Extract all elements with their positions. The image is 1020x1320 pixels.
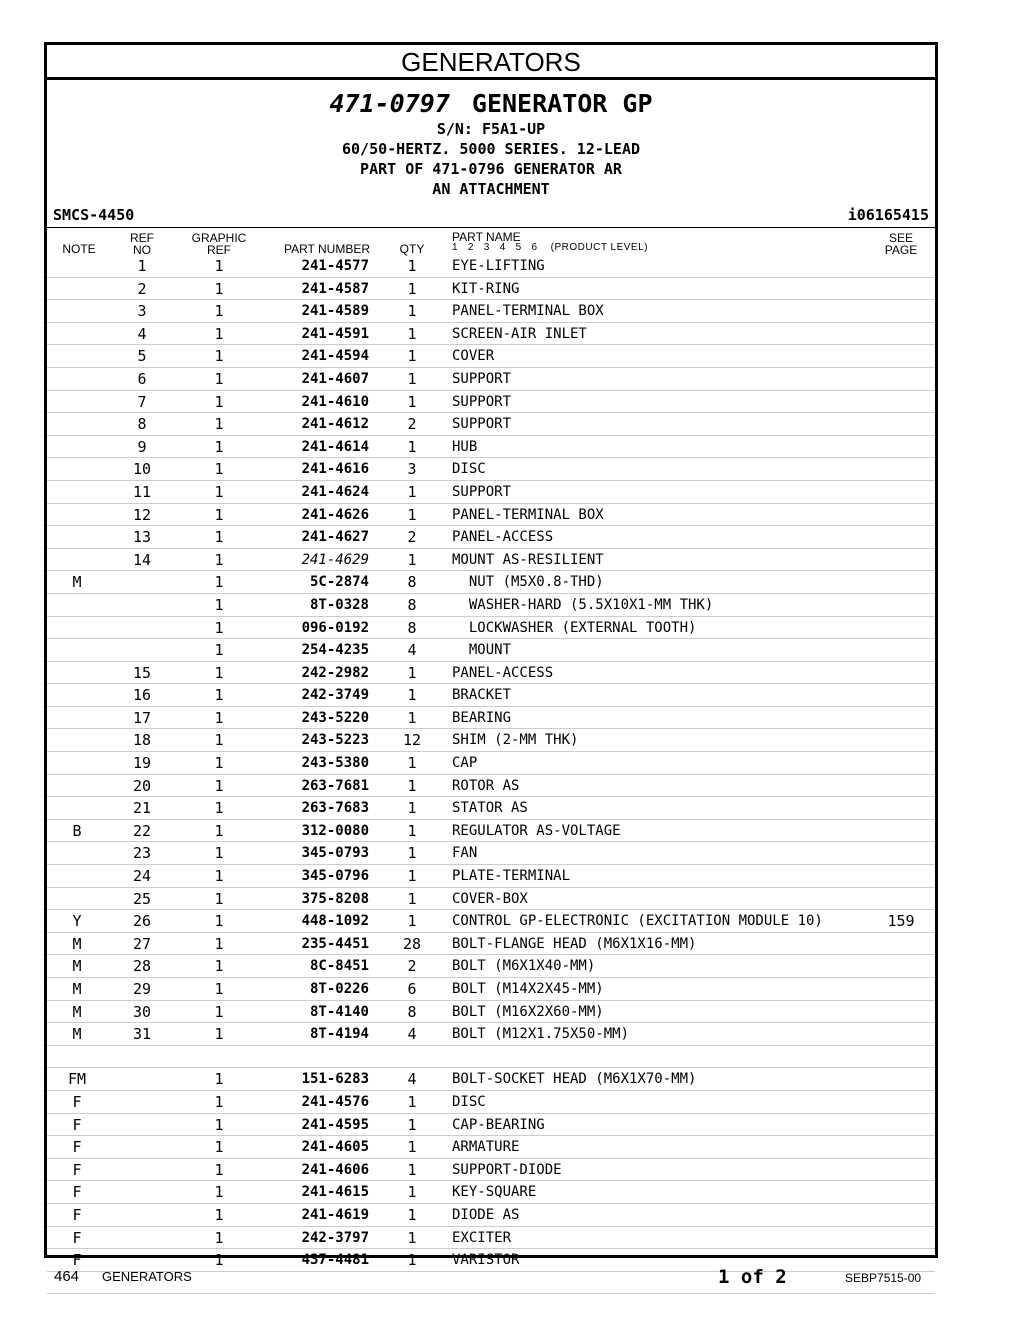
part-name-cell: KEY-SQUARE — [452, 1184, 537, 1201]
illustration-id: i06165415 — [847, 206, 929, 224]
graphic-ref-cell: 1 — [214, 663, 224, 682]
part-name-cell: BEARING — [452, 709, 512, 726]
part-name-cell: BRACKET — [452, 687, 512, 704]
qty-cell: 1 — [407, 1183, 417, 1202]
part-number-cell: 241-4589 — [301, 303, 369, 320]
part-name-cell: BOLT-SOCKET HEAD (M6X1X70-MM) — [452, 1071, 697, 1088]
footer-doc-id: SEBP7515-00 — [845, 1271, 922, 1285]
ref-no-cell: 14 — [132, 550, 152, 569]
ref-no-cell: 8 — [137, 415, 147, 434]
qty-cell: 2 — [407, 957, 417, 976]
part-name-cell: DIODE AS — [452, 1206, 520, 1223]
qty-cell: 1 — [407, 550, 417, 569]
part-number-cell: 345-0793 — [301, 845, 369, 862]
ref-no-cell: 1 — [137, 257, 147, 275]
part-name-cell: SHIM (2-MM THK) — [452, 732, 579, 749]
qty-cell: 1 — [407, 1092, 417, 1111]
graphic-ref-cell: 1 — [214, 957, 224, 976]
table-row — [47, 458, 935, 481]
table-row — [47, 752, 935, 775]
ref-no-cell: 6 — [137, 369, 147, 388]
qty-cell: 6 — [407, 980, 417, 998]
table-row — [47, 639, 935, 662]
qty-cell: 1 — [407, 1138, 417, 1157]
part-number-cell: 8T-0328 — [309, 596, 369, 613]
part-number-cell: 241-4626 — [301, 506, 369, 523]
ref-no-cell: 23 — [132, 844, 152, 863]
qty-cell: 3 — [407, 460, 417, 479]
part-number-cell: 437-4481 — [301, 1252, 369, 1269]
table-row — [47, 842, 935, 865]
part-number-cell: 241-4594 — [301, 348, 369, 365]
table-row — [47, 481, 935, 504]
ref-no-cell: 11 — [132, 482, 152, 501]
graphic-ref-cell: 1 — [214, 1115, 224, 1134]
part-name-cell: DISC — [452, 461, 486, 478]
note-cell: M — [72, 1002, 82, 1021]
table-row — [47, 1001, 935, 1024]
table-row — [47, 1068, 935, 1091]
table-row — [47, 910, 935, 933]
table-row — [47, 526, 935, 549]
qty-cell: 1 — [407, 482, 417, 501]
group-name: GENERATOR GP — [471, 89, 653, 118]
table-row — [47, 1204, 935, 1227]
qty-cell: 1 — [407, 392, 417, 411]
table-row — [47, 368, 935, 391]
graphic-ref-cell: 1 — [214, 279, 224, 298]
qty-cell: 1 — [407, 347, 417, 366]
description-line-3: AN ATTACHMENT — [432, 180, 550, 198]
table-row — [47, 594, 935, 617]
part-number-cell: 241-4612 — [301, 416, 369, 433]
group-part-number: 471-0797 — [329, 89, 450, 118]
col-part-name: PART NAME — [452, 230, 521, 244]
table-row — [47, 300, 935, 323]
part-name-cell: SUPPORT — [452, 393, 512, 410]
ref-no-cell: 19 — [132, 754, 152, 773]
table-row — [47, 504, 935, 527]
part-name-cell: ROTOR AS — [452, 777, 520, 794]
qty-cell: 1 — [407, 1160, 417, 1179]
graphic-ref-cell: 1 — [214, 799, 224, 818]
serial-number: S/N: F5A1-UP — [436, 120, 546, 138]
col-qty: QTY — [399, 242, 425, 256]
table-row — [47, 955, 935, 978]
ref-no-cell: 5 — [137, 347, 147, 366]
graphic-ref-cell: 1 — [214, 302, 224, 321]
part-number-cell: 448-1092 — [301, 913, 369, 930]
note-cell: F — [72, 1251, 82, 1270]
graphic-ref-cell: 1 — [214, 1251, 224, 1270]
part-number-cell: 241-4587 — [301, 280, 369, 297]
qty-cell: 1 — [407, 686, 417, 705]
qty-cell: 8 — [407, 595, 417, 614]
graphic-ref-cell: 1 — [214, 912, 224, 931]
graphic-ref-cell: 1 — [214, 505, 224, 524]
qty-cell: 1 — [407, 257, 417, 275]
graphic-ref-cell: 1 — [214, 347, 224, 366]
table-row — [47, 1091, 935, 1114]
footer-section: GENERATORS — [102, 1269, 192, 1284]
qty-cell: 1 — [407, 1205, 417, 1224]
part-name-cell: ARMATURE — [452, 1139, 520, 1156]
graphic-ref-cell: 1 — [214, 618, 224, 637]
note-cell: F — [72, 1115, 82, 1134]
part-name-cell: PANEL-ACCESS — [452, 529, 554, 546]
graphic-ref-cell: 1 — [214, 482, 224, 501]
table-row — [47, 571, 935, 594]
graphic-ref-cell: 1 — [214, 392, 224, 411]
group-title — [47, 89, 935, 119]
note-cell: M — [72, 957, 82, 976]
part-name-cell: PANEL-TERMINAL BOX — [452, 506, 604, 523]
qty-cell: 8 — [407, 618, 417, 637]
part-name-cell: CAP — [452, 755, 478, 772]
qty-cell: 1 — [407, 1115, 417, 1134]
part-number-cell: 241-4614 — [301, 438, 369, 455]
note-cell: B — [72, 821, 82, 840]
table-row — [47, 707, 935, 730]
col-see-page: SEE PAGE — [884, 231, 918, 257]
part-name-cell: DISC — [452, 1093, 486, 1110]
table-row — [47, 797, 935, 820]
ref-no-cell: 9 — [137, 437, 147, 456]
part-name-cell: HUB — [452, 438, 478, 455]
qty-cell: 2 — [407, 415, 417, 434]
ref-no-cell: 31 — [132, 1025, 152, 1044]
part-number-cell: 096-0192 — [301, 619, 369, 636]
part-name-cell: WASHER-HARD (5.5X10X1-MM THK) — [452, 596, 714, 613]
col-note: NOTE — [62, 242, 96, 256]
graphic-ref-cell: 1 — [214, 641, 224, 660]
ref-no-cell: 7 — [137, 392, 147, 411]
part-number-cell: 345-0796 — [301, 868, 369, 885]
note-cell: M — [72, 573, 82, 592]
col-ref: REF NO — [130, 231, 154, 257]
description-line-2: PART OF 471-0796 GENERATOR AR — [360, 160, 622, 178]
product-levels: 1 2 3 4 5 6 (PRODUCT LEVEL) — [452, 242, 648, 253]
table-row — [47, 978, 935, 1001]
table-row — [47, 1159, 935, 1182]
group-header — [47, 89, 935, 199]
qty-cell: 1 — [407, 754, 417, 773]
ref-no-cell: 20 — [132, 776, 152, 795]
table-row — [47, 662, 935, 685]
col-graphic-ref: GRAPHIC REF — [191, 231, 247, 257]
table-row — [47, 933, 935, 956]
part-name-cell: COVER — [452, 348, 495, 365]
graphic-ref-cell: 1 — [214, 731, 224, 750]
graphic-ref-cell: 1 — [214, 980, 224, 998]
qty-cell: 1 — [407, 844, 417, 863]
part-name-cell: REGULATOR AS-VOLTAGE — [452, 822, 621, 839]
graphic-ref-cell: 1 — [214, 821, 224, 840]
part-number-cell: 241-4627 — [301, 529, 369, 546]
part-number-cell: 235-4451 — [301, 935, 369, 952]
qty-cell: 1 — [407, 799, 417, 818]
part-number-cell: 312-0080 — [301, 822, 369, 839]
table-row — [47, 1181, 935, 1204]
part-name-cell: KIT-RING — [452, 280, 520, 297]
part-name-cell: STATOR AS — [452, 800, 528, 817]
ref-no-cell: 15 — [132, 663, 152, 682]
part-name-cell: SUPPORT-DIODE — [452, 1161, 562, 1178]
part-number-cell: 241-4605 — [301, 1139, 369, 1156]
part-number-cell: 8C-8451 — [309, 958, 369, 975]
part-number-cell: 8T-0226 — [309, 981, 369, 997]
ref-no-cell: 18 — [132, 731, 152, 750]
ref-no-cell: 27 — [132, 934, 152, 953]
qty-cell: 1 — [407, 821, 417, 840]
part-name-cell: SUPPORT — [452, 483, 512, 500]
qty-cell: 1 — [407, 437, 417, 456]
part-number-cell: 375-8208 — [301, 890, 369, 907]
part-name-cell: NUT (M5X0.8-THD) — [452, 574, 604, 591]
page-frame — [44, 42, 938, 1270]
qty-cell: 1 — [407, 279, 417, 298]
qty-cell: 1 — [407, 776, 417, 795]
table-row — [47, 391, 935, 414]
graphic-ref-cell: 1 — [214, 754, 224, 773]
part-number-cell: 242-3749 — [301, 687, 369, 704]
see-page-cell: 159 — [887, 912, 915, 931]
graphic-ref-cell: 1 — [214, 1160, 224, 1179]
ref-no-cell: 30 — [132, 1002, 152, 1021]
graphic-ref-cell: 1 — [214, 460, 224, 479]
table-row — [47, 549, 935, 572]
graphic-ref-cell: 1 — [214, 595, 224, 614]
ref-no-cell: 28 — [132, 957, 152, 976]
table-row — [47, 1136, 935, 1159]
part-name-cell: CONTROL GP-ELECTRONIC (EXCITATION MODULE 10) — [452, 913, 823, 930]
part-number-cell: 241-4615 — [301, 1184, 369, 1201]
ref-no-cell: 26 — [132, 912, 152, 931]
qty-cell: 1 — [407, 1228, 417, 1247]
graphic-ref-cell: 1 — [214, 889, 224, 908]
graphic-ref-cell: 1 — [214, 844, 224, 863]
part-name-cell: PANEL-ACCESS — [452, 664, 554, 681]
graphic-ref-cell: 1 — [214, 1228, 224, 1247]
ref-no-cell: 10 — [132, 460, 152, 479]
note-cell: F — [72, 1183, 82, 1202]
qty-cell: 2 — [407, 528, 417, 547]
graphic-ref-cell: 1 — [214, 708, 224, 727]
table-row — [47, 1114, 935, 1137]
qty-cell: 1 — [407, 302, 417, 321]
part-number-cell: 241-4616 — [301, 461, 369, 478]
ref-no-cell: 3 — [137, 302, 147, 321]
part-name-cell: SCREEN-AIR INLET — [452, 325, 587, 342]
qty-cell: 1 — [407, 324, 417, 343]
graphic-ref-cell: 1 — [214, 550, 224, 569]
note-cell: F — [72, 1205, 82, 1224]
graphic-ref-cell: 1 — [214, 1002, 224, 1021]
table-row — [47, 1227, 935, 1250]
part-name-cell: PANEL-TERMINAL BOX — [452, 303, 604, 320]
part-number-cell: 241-4624 — [301, 483, 369, 500]
header-rule — [47, 227, 935, 228]
part-number-cell: 243-5223 — [301, 732, 369, 749]
note-cell: F — [72, 1138, 82, 1157]
ref-no-cell: 16 — [132, 686, 152, 705]
table-row — [47, 775, 935, 798]
note-cell: M — [72, 934, 82, 953]
part-number-cell: 241-4619 — [301, 1206, 369, 1223]
graphic-ref-cell: 1 — [214, 324, 224, 343]
part-name-cell: LOCKWASHER (EXTERNAL TOOTH) — [452, 619, 697, 636]
part-name-cell: EYE-LIFTING — [452, 258, 545, 274]
note-cell: M — [72, 980, 82, 998]
part-name-cell: VARISTOR — [452, 1252, 520, 1269]
part-name-cell: EXCITER — [452, 1229, 512, 1246]
ref-no-cell: 2 — [137, 279, 147, 298]
qty-cell: 12 — [402, 731, 422, 750]
qty-cell: 1 — [407, 867, 417, 886]
qty-cell: 1 — [407, 663, 417, 682]
qty-cell: 1 — [407, 505, 417, 524]
footer-page-number: 464 — [54, 1268, 80, 1285]
part-name-cell: SUPPORT — [452, 416, 512, 433]
graphic-ref-cell: 1 — [214, 1205, 224, 1224]
note-cell: F — [72, 1228, 82, 1247]
table-row — [47, 820, 935, 843]
part-name-cell: BOLT (M14X2X45-MM) — [452, 981, 604, 997]
table-row — [47, 436, 935, 459]
ref-no-cell: 17 — [132, 708, 152, 727]
qty-cell: 4 — [407, 1025, 417, 1044]
qty-cell: 4 — [407, 641, 417, 660]
part-name-cell: MOUNT AS-RESILIENT — [452, 551, 604, 568]
graphic-ref-cell: 1 — [214, 437, 224, 456]
graphic-ref-cell: 1 — [214, 369, 224, 388]
note-cell: M — [72, 1025, 82, 1044]
graphic-ref-cell: 1 — [214, 867, 224, 886]
table-row — [47, 888, 935, 911]
note-cell: Y — [72, 912, 82, 931]
qty-cell: 1 — [407, 912, 417, 931]
ref-no-cell: 25 — [132, 889, 152, 908]
part-number-cell: 241-4576 — [301, 1093, 369, 1110]
part-name-cell: COVER-BOX — [452, 890, 528, 907]
part-number-cell: 242-2982 — [301, 664, 369, 681]
part-number-cell: 241-4577 — [301, 258, 369, 274]
graphic-ref-cell: 1 — [214, 1070, 224, 1089]
qty-cell: 1 — [407, 1251, 417, 1270]
note-cell: F — [72, 1160, 82, 1179]
qty-cell: 28 — [402, 934, 422, 953]
table-row — [47, 1046, 935, 1069]
part-number-cell: 241-4606 — [301, 1161, 369, 1178]
part-number-cell: 263-7681 — [301, 777, 369, 794]
part-name-cell: BOLT (M12X1.75X50-MM) — [452, 1026, 630, 1043]
ref-no-cell: 24 — [132, 867, 152, 886]
part-name-cell: BOLT (M6X1X40-MM) — [452, 958, 596, 975]
part-name-cell: SUPPORT — [452, 370, 512, 387]
part-name-cell: BOLT-FLANGE HEAD (M6X1X16-MM) — [452, 935, 697, 952]
qty-cell: 4 — [407, 1070, 417, 1089]
part-number-cell: 241-4595 — [301, 1116, 369, 1133]
description-line-1: 60/50-HERTZ. 5000 SERIES. 12-LEAD — [341, 140, 640, 158]
qty-cell: 1 — [407, 889, 417, 908]
table-row — [47, 255, 935, 278]
table-row — [47, 684, 935, 707]
table-row — [47, 323, 935, 346]
part-number-cell: 241-4610 — [301, 393, 369, 410]
table-row — [47, 1023, 935, 1046]
graphic-ref-cell: 1 — [214, 1138, 224, 1157]
part-number-cell: 241-4629 — [301, 551, 369, 568]
part-number-cell: 263-7683 — [301, 800, 369, 817]
table-row — [47, 729, 935, 752]
table-row — [47, 345, 935, 368]
part-number-cell: 151-6283 — [301, 1071, 369, 1088]
part-name-cell: BOLT (M16X2X60-MM) — [452, 1003, 604, 1020]
ref-no-cell: 22 — [132, 821, 152, 840]
part-number-cell: 243-5220 — [301, 709, 369, 726]
part-number-cell: 243-5380 — [301, 755, 369, 772]
graphic-ref-cell: 1 — [214, 686, 224, 705]
part-number-cell: 241-4607 — [301, 370, 369, 387]
graphic-ref-cell: 1 — [214, 528, 224, 547]
part-number-cell: 241-4591 — [301, 325, 369, 342]
part-name-cell: FAN — [452, 845, 478, 862]
ref-no-cell: 21 — [132, 799, 152, 818]
ref-no-cell: 29 — [132, 980, 152, 998]
graphic-ref-cell: 1 — [214, 415, 224, 434]
part-number-cell: 254-4235 — [301, 642, 369, 659]
part-number-cell: 8T-4140 — [309, 1003, 369, 1020]
part-name-cell: CAP-BEARING — [452, 1116, 545, 1133]
graphic-ref-cell: 1 — [214, 257, 224, 275]
smcs-code: SMCS-4450 — [53, 206, 135, 224]
col-part-number: PART NUMBER — [283, 242, 370, 256]
table-row — [47, 865, 935, 888]
graphic-ref-cell: 1 — [214, 934, 224, 953]
note-cell: F — [72, 1092, 82, 1111]
qty-cell: 1 — [407, 708, 417, 727]
parts-table — [47, 255, 935, 1294]
section-title: GENERATORS — [47, 45, 935, 80]
table-row — [47, 278, 935, 301]
part-number-cell: 242-3797 — [301, 1229, 369, 1246]
table-row — [47, 413, 935, 436]
graphic-ref-cell: 1 — [214, 776, 224, 795]
ref-no-cell: 4 — [137, 324, 147, 343]
table-row — [47, 617, 935, 640]
part-number-cell: 8T-4194 — [309, 1026, 369, 1043]
graphic-ref-cell: 1 — [214, 1092, 224, 1111]
part-name-cell: MOUNT — [452, 642, 512, 659]
note-cell: FM — [67, 1070, 87, 1089]
qty-cell: 8 — [407, 573, 417, 592]
ref-no-cell: 13 — [132, 528, 152, 547]
graphic-ref-cell: 1 — [214, 1025, 224, 1044]
qty-cell: 1 — [407, 369, 417, 388]
part-name-cell: PLATE-TERMINAL — [452, 868, 571, 885]
ref-no-cell: 12 — [132, 505, 152, 524]
graphic-ref-cell: 1 — [214, 1183, 224, 1202]
qty-cell: 8 — [407, 1002, 417, 1021]
graphic-ref-cell: 1 — [214, 573, 224, 592]
footer-page-of: 1 of 2 — [718, 1266, 787, 1288]
part-number-cell: 5C-2874 — [309, 574, 369, 591]
